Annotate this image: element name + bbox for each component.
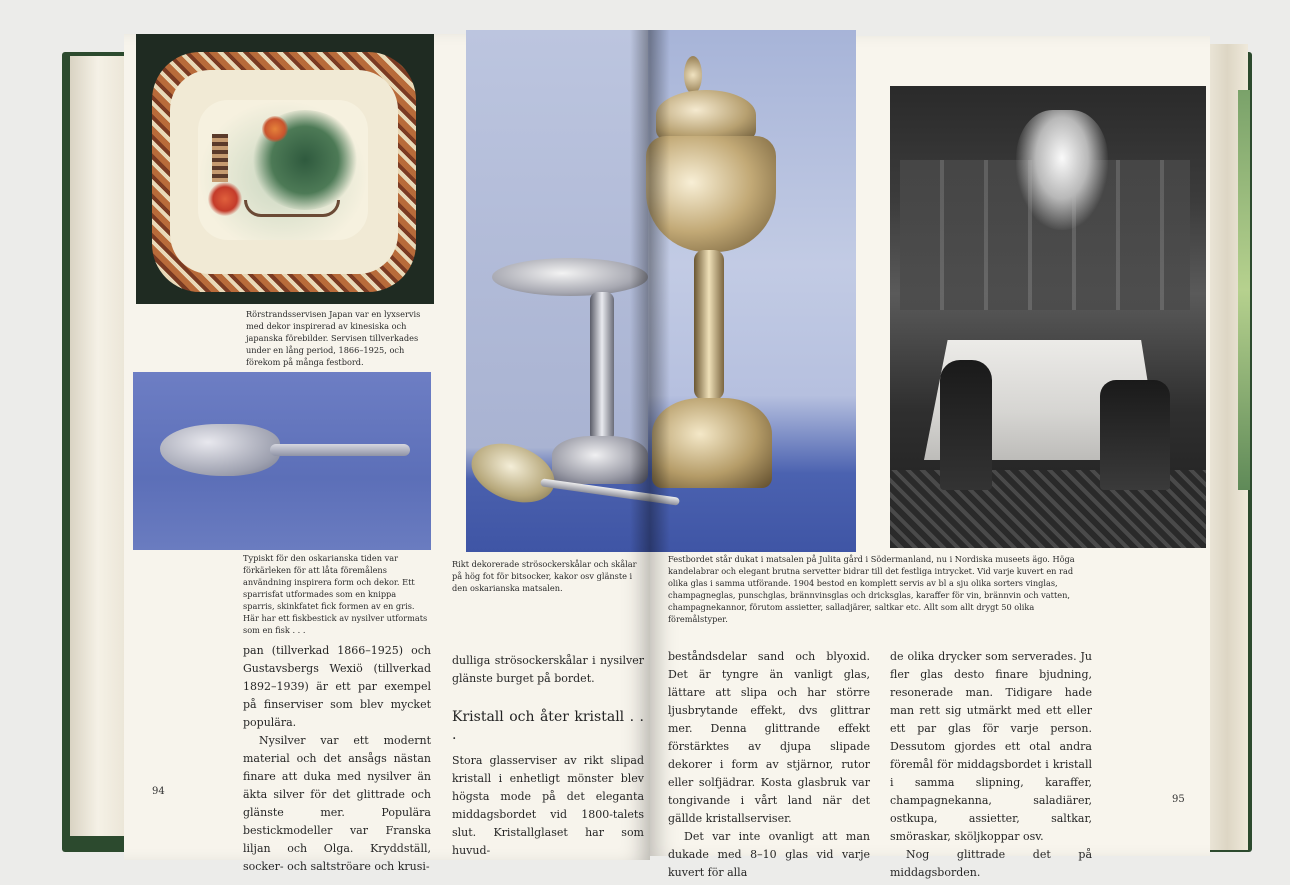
left-col2-paragraph-2: Stora glasserviser av rikt slipad kristall i enhetligt mönster blev högsta mode på det eleganta middagsbordet vid 1800-talets slut. Kristallglaset har som huvud- — [452, 754, 644, 857]
cup-lid-knob — [684, 56, 702, 94]
cup-foot — [652, 398, 772, 488]
left-page-column-1 — [243, 642, 431, 876]
page-number-right: 95 — [1172, 794, 1185, 805]
fish-spoon-caption: Typiskt för den oskarianska tiden var förkärleken för att låta föremålens användning inspirera form och dekor. Ett sparrisfat utformades som en knippa sparris, skinkfatet fick formen av en gris. Här har ett fiskbestick av nysilver utformats som en fisk . . . — [243, 553, 428, 635]
tazza-stem — [590, 292, 614, 442]
chandelier — [1016, 110, 1108, 230]
right-col2-paragraph-1: de olika drycker som serverades. Ju fler glas desto finare bjudning, resonerade man. Tidigare hade man rett sig utmärkt med ett eller ett par glas för varje person. Dessutom gjordes ett otal andra föremål för middagsbordet i kristall i samma slipning, karaffer, champagnekanna, saladiärer, ostkupa, assietter, saltkar, smöraskar, sköljkoppar osv. — [890, 650, 1092, 843]
gutter-shadow — [630, 30, 670, 552]
cover-edge-strip — [1238, 90, 1250, 490]
left-col1-paragraph-1: pan (tillverkad 1866–1925) och Gustavsbergs Wexiö (tillverkad 1892–1939) är ett par exempel på finserviser som blev mycket populära. — [243, 644, 431, 729]
right-col1-paragraph-2: Det var inte ovanligt att man dukade med 8–10 glas vid varje kuvert för alla — [668, 830, 870, 879]
fish-spoon-bowl — [160, 424, 280, 476]
right-page-column-1 — [668, 648, 870, 882]
section-heading: Kristall och åter kristall . . . — [452, 709, 644, 743]
right-col1-paragraph-1: beståndsdelar sand och blyoxid. Det är tyngre än vanligt glas, lättare att slipa och har större ljusbrytande effekt, dvs glittrar mer. Denna glittrande effekt förstärktes av djupa slipade dekorer i form av stjärnor, rutor eller solfjädrar. Kosta glasbruk var tongivande i vårt land när det gällde kristallserviser. — [668, 650, 870, 825]
plate-bridge — [244, 200, 340, 217]
plate-caption: Rörstrandsservisen Japan var en lyxservis med dekor inspirerad av kinesiska och japanska förebilder. Servisen tillverkades under en lång period, 1866–1925, och förekom på många festbord. — [246, 309, 421, 367]
plate-flower — [208, 182, 242, 216]
dining-chair-left — [940, 360, 992, 490]
cup-lid — [656, 90, 756, 140]
dining-chair-right — [1100, 380, 1170, 490]
plate-flower-small — [262, 116, 288, 142]
dining-caption: Festbordet står dukat i matsalen på Julita gård i Södermanland, nu i Nordiska museets ägo. Höga kandelabrar och elegant brutna servetter bidrar till det festliga intrycket. Vid varje kuvert en rad olika glas i samma utförande. 1904 bestod en komplett servis av bl a sju olika sorters vinglas, champagneglas, punschglas, brännvinsglas och dricksglas, karaffer för vin, brännvin och vatten, champagnekannor, förutom assietter, salladjärer, saltkar etc. Allt som allt drygt 50 olika föremålstyper. — [668, 554, 1075, 624]
cup-stem — [694, 250, 724, 400]
fish-spoon-handle — [270, 444, 410, 456]
left-col1-paragraph-2: Nysilver var ett modernt material och det ansågs nästan finare att duka med nysilver än äkta silver för det glittrade och glänste mer. Populära bestickmodeller var Franska liljan och Olga. Kryddställ, socker- och saltströare och krusi- — [243, 734, 431, 873]
right-col2-paragraph-2: Nog glittrade det på middagsborden. — [890, 848, 1092, 879]
left-page-column-2 — [452, 652, 644, 860]
silver-caption: Rikt dekorerade strösockerskålar och skålar på hög fot för bitsocker, kakor osv glänste i den oskarianska matsalen. — [452, 559, 637, 593]
left-col2-paragraph-1: dulliga strösockerskålar i nysilver glänste burget på bordet. — [452, 654, 644, 685]
right-page-column-2 — [890, 648, 1092, 882]
page-number-left: 94 — [152, 786, 165, 797]
tazza-bowl — [492, 258, 648, 296]
plate-pagoda — [212, 134, 228, 182]
